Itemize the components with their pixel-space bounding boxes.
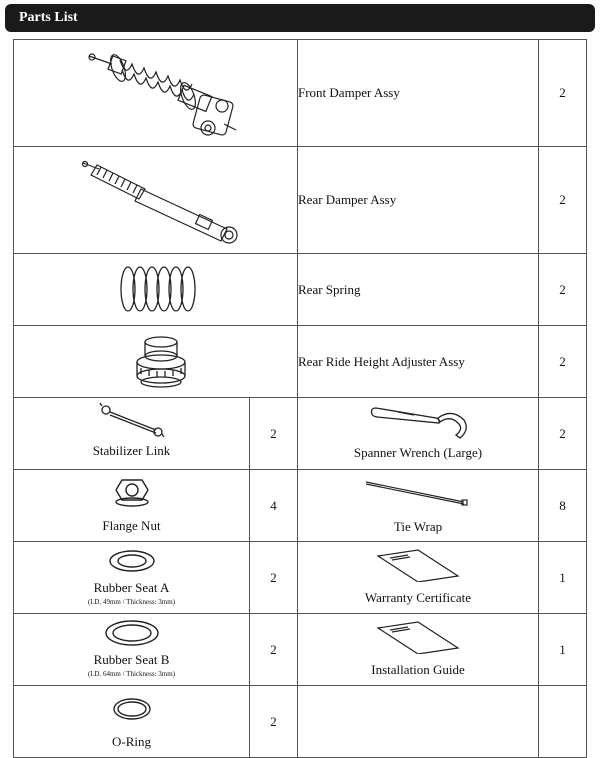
part-name: Tie Wrap	[393, 519, 443, 534]
spanner-wrench-icon	[368, 404, 468, 440]
part-qty: 2	[250, 686, 298, 758]
page-title: Parts List	[19, 10, 78, 25]
parts-list-header	[5, 4, 595, 32]
parts-table	[13, 39, 587, 758]
part-name: Rear Spring	[298, 254, 539, 326]
table-row	[14, 470, 587, 542]
rubber-seat-a-cell	[14, 542, 250, 614]
table-row	[14, 614, 587, 686]
install-guide-cell	[298, 614, 539, 686]
stabilizer-link-cell	[14, 398, 250, 470]
part-spec: (I.D. 49mm / Thickness: 3mm)	[88, 598, 175, 606]
rear-spring-image-cell	[14, 254, 298, 326]
part-spec: (I.D. 64mm / Thickness: 3mm)	[88, 670, 175, 678]
part-qty: 2	[539, 147, 587, 254]
coil-spring-icon	[118, 262, 198, 316]
tie-wrap-icon	[362, 478, 472, 508]
spanner-wrench-cell	[298, 398, 539, 470]
rubber-seat-b-cell	[14, 614, 250, 686]
part-name: Front Damper Assy	[298, 40, 539, 147]
part-name: O-Ring	[112, 734, 151, 749]
part-name: Flange Nut	[102, 518, 161, 533]
part-name: Warranty Certificate	[364, 590, 472, 605]
part-name: Rubber Seat B	[93, 652, 170, 667]
flange-nut-icon	[114, 476, 150, 508]
flange-nut-cell	[14, 470, 250, 542]
part-name: Rear Ride Height Adjuster Assy	[298, 326, 539, 398]
rear-adjuster-image-cell	[14, 326, 298, 398]
o-ring-icon	[112, 696, 152, 722]
part-qty: 2	[250, 398, 298, 470]
part-name: Rubber Seat A	[93, 580, 170, 595]
table-row	[14, 147, 587, 254]
part-qty: 2	[250, 614, 298, 686]
table-row	[14, 254, 587, 326]
part-qty: 2	[539, 254, 587, 326]
table-row	[14, 398, 587, 470]
part-qty: 2	[539, 40, 587, 147]
part-qty: 1	[539, 542, 587, 614]
part-qty: 2	[250, 542, 298, 614]
table-row	[14, 326, 587, 398]
stabilizer-link-icon	[98, 402, 166, 438]
rubber-seat-icon	[108, 548, 156, 574]
rear-damper-icon	[79, 157, 249, 247]
height-adjuster-icon	[131, 332, 191, 392]
certificate-icon	[376, 548, 460, 582]
part-qty: 2	[539, 326, 587, 398]
guide-booklet-icon	[376, 620, 460, 654]
part-qty: 2	[539, 398, 587, 470]
rubber-seat-icon	[104, 618, 160, 648]
rear-damper-image-cell	[14, 147, 298, 254]
table-row	[14, 542, 587, 614]
part-name: Rear Damper Assy	[298, 147, 539, 254]
part-qty: 1	[539, 614, 587, 686]
front-damper-icon	[84, 46, 244, 142]
part-name: Stabilizer Link	[92, 443, 171, 458]
tie-wrap-cell	[298, 470, 539, 542]
part-qty: 4	[250, 470, 298, 542]
part-name: Spanner Wrench (Large)	[353, 445, 483, 460]
front-damper-image-cell	[14, 40, 298, 147]
warranty-cell	[298, 542, 539, 614]
part-qty: 8	[539, 470, 587, 542]
part-name: Installation Guide	[371, 662, 465, 677]
table-row	[14, 40, 587, 147]
